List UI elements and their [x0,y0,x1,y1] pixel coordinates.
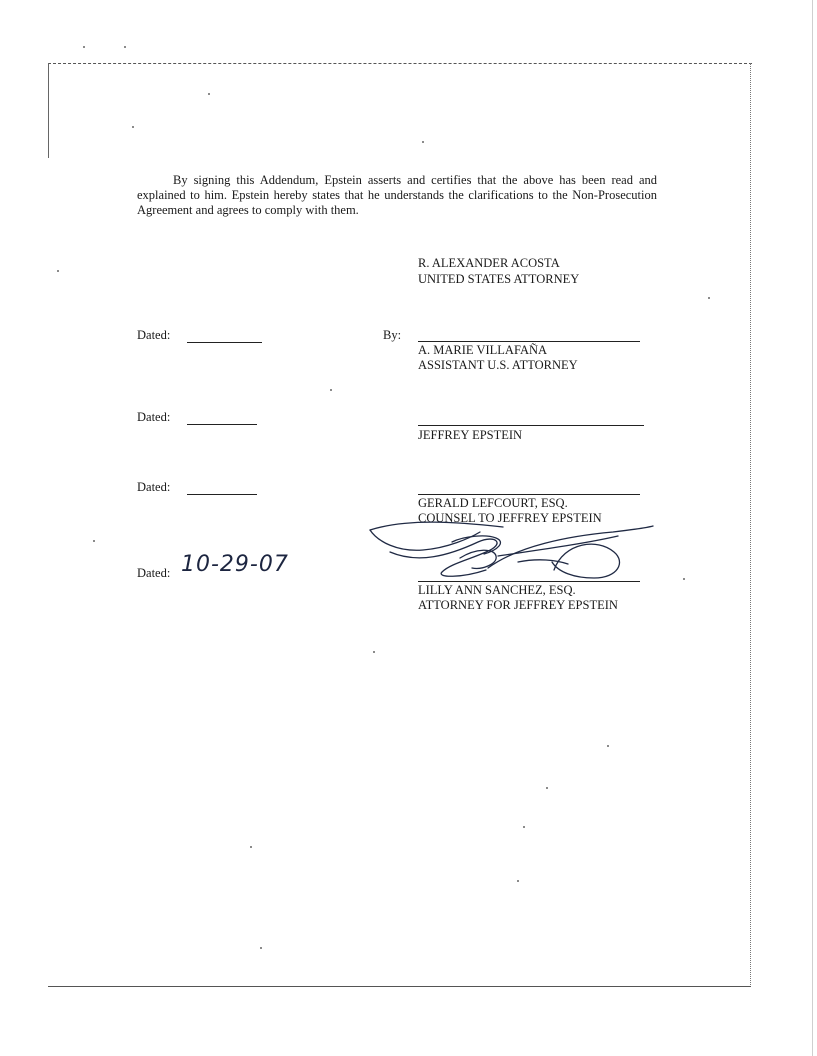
dated-label: Dated: [137,566,171,580]
date-line [187,424,257,425]
signature-line [418,425,644,426]
scan-speck [250,846,252,848]
us-attorney-name: R. ALEXANDER ACOSTA [418,256,560,270]
signatory-name: JEFFREY EPSTEIN [418,428,523,442]
scan-speck [523,826,525,828]
scan-speck [83,46,85,48]
scan-speck [607,745,609,747]
scan-speck [708,297,710,299]
signature-line [418,494,640,495]
signatory-name: GERALD LEFCOURT, ESQ. [418,496,568,510]
signature-line [418,581,640,582]
by-label: By: [383,328,402,342]
signatory-title: ATTORNEY FOR JEFFREY EPSTEIN [418,598,618,612]
signatory-title: COUNSEL TO JEFFREY EPSTEIN [418,511,602,525]
page-border-top [48,63,752,64]
signatory-name: A. MARIE VILLAFAÑA [418,343,548,357]
scan-speck [330,389,332,391]
page-border-left [48,63,49,158]
dated-label: Dated: [137,328,171,342]
signatory-name: LILLY ANN SANCHEZ, ESQ. [418,583,576,597]
signatory-title: ASSISTANT U.S. ATTORNEY [418,358,578,372]
date-line [187,342,262,343]
dated-label: Dated: [137,410,171,424]
us-attorney-title: UNITED STATES ATTORNEY [418,272,580,286]
scan-speck [260,947,262,949]
scan-edge [812,0,813,1056]
scan-speck [373,651,375,653]
scan-speck [124,46,126,48]
scan-speck [57,270,59,272]
scan-speck [683,578,685,580]
body-paragraph: By signing this Addendum, Epstein asserts and certifies that the above has been read and explained to him. Epstein hereby states that he understands the clarifications to the Non-Prosecution Agreement and agrees to comply with them. [137,173,657,217]
page-border-right [750,63,751,987]
page-border-bottom [48,986,751,987]
scan-speck [93,540,95,542]
handwritten-signature [368,518,658,590]
scan-speck [517,880,519,882]
scan-speck [208,93,210,95]
signature-line [418,341,640,342]
dated-label: Dated: [137,480,171,494]
scan-speck [422,141,424,143]
date-line [187,494,257,495]
scan-speck [546,787,548,789]
handwritten-date: 10-29-07 [181,552,289,577]
scan-speck [132,126,134,128]
